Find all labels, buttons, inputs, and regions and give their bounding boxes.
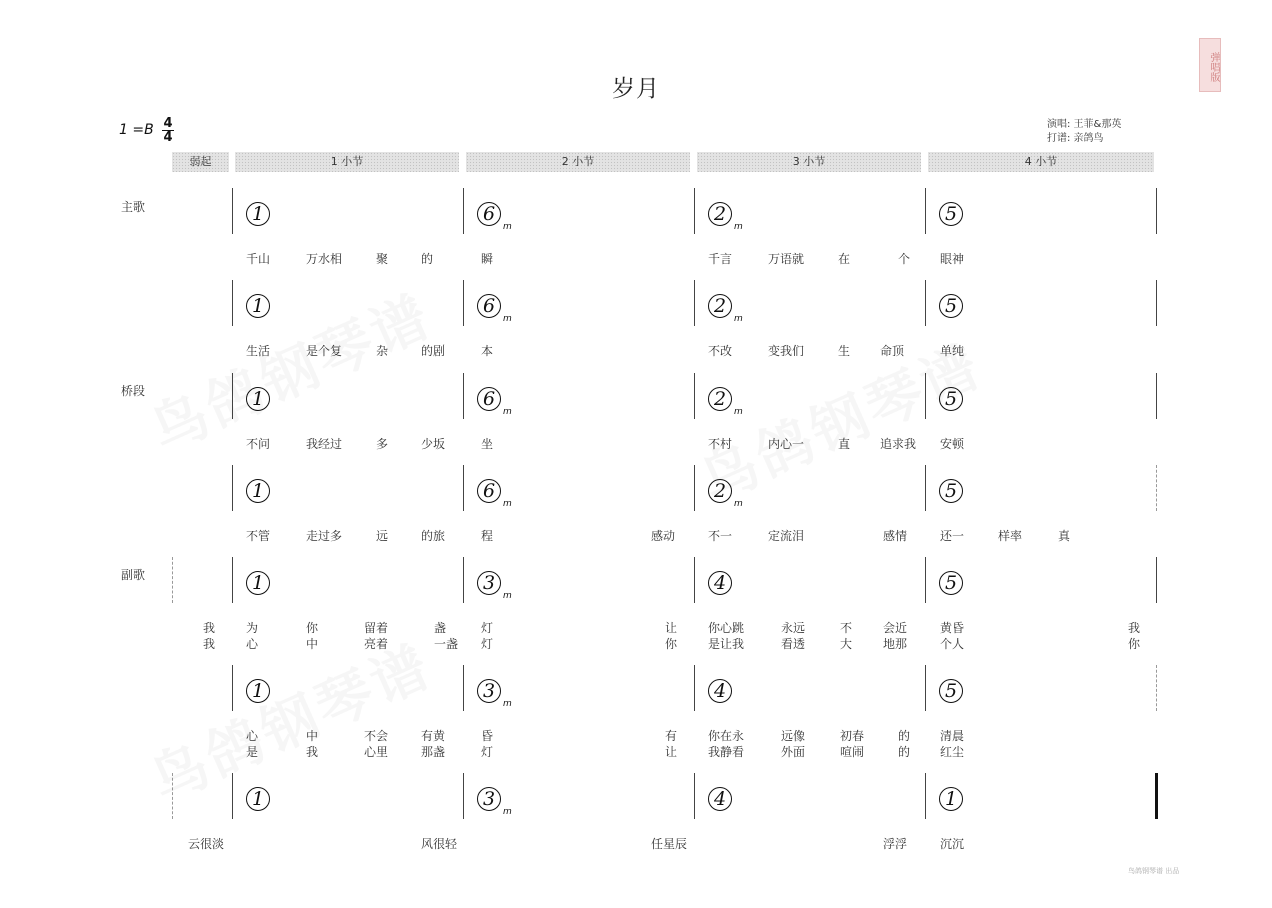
barline	[925, 373, 926, 419]
lyric-syllable: 杂	[376, 344, 389, 358]
lyric-syllable: 你	[665, 637, 678, 651]
lyric-syllable: 变我们	[768, 344, 805, 358]
chord-degree: 6	[477, 294, 501, 318]
lyric-syllable: 万水相	[306, 252, 343, 266]
barline	[1156, 557, 1157, 603]
barline	[694, 465, 695, 511]
chord-degree: 1	[246, 787, 270, 811]
barline	[925, 557, 926, 603]
barline	[694, 188, 695, 234]
lyric-syllable: 中	[306, 729, 319, 743]
barline	[232, 280, 233, 326]
time-signature-top: 4	[163, 116, 173, 131]
lyric-syllable: 不问	[246, 437, 271, 451]
lyric-syllable: 有	[665, 729, 678, 743]
lyric-syllable: 会近	[883, 621, 908, 635]
barline	[925, 665, 926, 711]
lyric-syllable: 聚	[376, 252, 389, 266]
lyric-syllable: 我静看	[708, 745, 745, 759]
pickup-barline	[172, 557, 173, 603]
footer-logo: 鸟鸽钢琴谱 出品	[1128, 867, 1180, 875]
lyric-syllable: 远	[376, 529, 389, 543]
chord-degree: 6	[477, 387, 501, 411]
lyric-syllable: 我	[203, 621, 216, 635]
barline	[232, 557, 233, 603]
header-pickup: 弱起	[172, 152, 229, 172]
song-title: 岁月	[612, 76, 660, 102]
barline	[1155, 773, 1158, 819]
pickup-barline	[172, 773, 173, 819]
chord-note	[477, 294, 512, 334]
lyric-syllable: 风很轻	[421, 837, 458, 851]
lyric-syllable: 个人	[940, 637, 965, 651]
barline	[1156, 188, 1157, 234]
lyric-syllable: 我	[306, 745, 319, 759]
section-chorus: 副歌	[121, 568, 146, 582]
credit-arranger: 打谱: 亲鸽鸟	[1047, 133, 1104, 144]
lyric-syllable: 我	[203, 637, 216, 651]
barline	[694, 373, 695, 419]
lyric-syllable: 走过多	[306, 529, 343, 543]
lyric-syllable: 地那	[883, 637, 908, 651]
barline	[694, 280, 695, 326]
lyric-syllable: 的	[898, 729, 911, 743]
chord-degree: 1	[246, 571, 270, 595]
lyric-syllable: 我经过	[306, 437, 343, 451]
section-verse: 主歌	[121, 200, 146, 214]
lyric-syllable: 还一	[940, 529, 965, 543]
lyric-syllable: 灯	[481, 745, 494, 759]
watermark	[137, 272, 444, 467]
chord-degree: 6	[477, 202, 501, 226]
lyric-syllable: 样率	[998, 529, 1023, 543]
lyric-syllable: 清晨	[940, 729, 965, 743]
chord-minor-mark: m	[734, 407, 743, 417]
chord-note	[939, 571, 969, 611]
chord-degree: 3	[477, 679, 501, 703]
chord-note	[708, 787, 738, 827]
barline	[232, 373, 233, 419]
barline	[463, 188, 464, 234]
lyric-syllable: 一盏	[434, 637, 459, 651]
lyric-syllable: 让	[665, 621, 678, 635]
chord-note	[939, 479, 969, 519]
chord-note	[939, 387, 969, 427]
barline	[694, 557, 695, 603]
header-measure-4: 4 小节	[928, 152, 1154, 172]
key-signature: 1 =B	[119, 122, 154, 138]
lyric-syllable: 中	[306, 637, 319, 651]
lyric-syllable: 我	[1128, 621, 1141, 635]
chord-minor-mark: m	[503, 591, 512, 601]
barline	[694, 773, 695, 819]
lyric-syllable: 个	[898, 252, 911, 266]
header-measure-3: 3 小节	[697, 152, 921, 172]
lyric-syllable: 命顶	[880, 344, 905, 358]
chord-degree: 1	[246, 294, 270, 318]
chord-degree: 5	[939, 387, 963, 411]
lyric-syllable: 云很淡	[188, 837, 225, 851]
lyric-syllable: 喧闹	[840, 745, 865, 759]
lyric-syllable: 定流泪	[768, 529, 805, 543]
lyric-syllable: 任星辰	[651, 837, 688, 851]
chord-note	[477, 202, 512, 242]
chord-note	[939, 202, 969, 242]
lyric-syllable: 不一	[708, 529, 733, 543]
lyric-syllable: 留着	[364, 621, 389, 635]
chord-note	[246, 679, 276, 719]
barline	[1156, 280, 1157, 326]
chord-note	[477, 679, 512, 719]
chord-minor-mark: m	[503, 314, 512, 324]
lyric-syllable: 昏	[481, 729, 494, 743]
lyric-syllable: 你心跳	[708, 621, 745, 635]
chord-degree: 2	[708, 294, 732, 318]
lyric-syllable: 红尘	[940, 745, 965, 759]
lyric-syllable: 生	[838, 344, 851, 358]
barline	[925, 280, 926, 326]
chord-minor-mark: m	[734, 499, 743, 509]
chord-note	[246, 387, 276, 427]
chord-note	[477, 571, 512, 611]
chord-minor-mark: m	[734, 222, 743, 232]
chord-note	[246, 202, 276, 242]
chord-degree: 1	[246, 387, 270, 411]
barline	[925, 465, 926, 511]
header-measure-1: 1 小节	[235, 152, 459, 172]
barline	[925, 188, 926, 234]
barline	[463, 557, 464, 603]
chord-minor-mark: m	[503, 699, 512, 709]
lyric-syllable: 为	[246, 621, 259, 635]
lyric-syllable: 不村	[708, 437, 733, 451]
barline	[232, 465, 233, 511]
chord-note	[246, 479, 276, 519]
chord-note	[246, 294, 276, 334]
chord-note	[708, 387, 743, 427]
chord-degree: 1	[246, 679, 270, 703]
chord-degree: 4	[708, 571, 732, 595]
lyric-syllable: 那盏	[421, 745, 446, 759]
barline	[232, 665, 233, 711]
lyric-syllable: 千言	[708, 252, 733, 266]
lyric-syllable: 你	[1128, 637, 1141, 651]
chord-degree: 3	[477, 571, 501, 595]
chord-degree: 3	[477, 787, 501, 811]
chord-degree: 6	[477, 479, 501, 503]
lyric-syllable: 感情	[883, 529, 908, 543]
lyric-syllable: 多	[376, 437, 389, 451]
lyric-syllable: 内心一	[768, 437, 805, 451]
chord-degree: 5	[939, 202, 963, 226]
lyric-syllable: 是个复	[306, 344, 343, 358]
lyric-syllable: 安顿	[940, 437, 965, 451]
lyric-syllable: 不管	[246, 529, 271, 543]
barline	[232, 773, 233, 819]
lyric-syllable: 大	[840, 637, 853, 651]
chord-degree: 2	[708, 479, 732, 503]
chord-degree: 5	[939, 679, 963, 703]
lyric-syllable: 千山	[246, 252, 271, 266]
version-stamp: 弹唱版	[1199, 38, 1221, 92]
lyric-syllable: 生活	[246, 344, 271, 358]
chord-degree: 2	[708, 202, 732, 226]
chord-degree: 1	[246, 479, 270, 503]
chord-note	[708, 202, 743, 242]
lyric-syllable: 坐	[481, 437, 494, 451]
lyric-syllable: 不会	[364, 729, 389, 743]
chord-degree: 2	[708, 387, 732, 411]
chord-degree: 1	[939, 787, 963, 811]
chord-note	[708, 571, 738, 611]
barline	[694, 665, 695, 711]
lyric-syllable: 眼神	[940, 252, 965, 266]
chord-degree: 5	[939, 571, 963, 595]
lyric-syllable: 有黄	[421, 729, 446, 743]
barline	[925, 773, 926, 819]
chord-note	[477, 387, 512, 427]
lyric-syllable: 追求我	[880, 437, 917, 451]
lyric-syllable: 的旅	[421, 529, 446, 543]
credit-singer: 演唱: 王菲&那英	[1047, 119, 1122, 130]
chord-note	[246, 787, 276, 827]
lyric-syllable: 万语就	[768, 252, 805, 266]
lyric-syllable: 心里	[364, 745, 389, 759]
barline	[463, 280, 464, 326]
lyric-syllable: 永远	[781, 621, 806, 635]
lyric-syllable: 初春	[840, 729, 865, 743]
lyric-syllable: 盏	[434, 621, 447, 635]
time-signature	[161, 117, 175, 144]
lyric-syllable: 心	[246, 729, 259, 743]
lyric-syllable: 真	[1058, 529, 1071, 543]
time-signature-bottom: 4	[163, 130, 173, 145]
barline	[232, 188, 233, 234]
chord-minor-mark: m	[503, 807, 512, 817]
lyric-syllable: 感动	[651, 529, 676, 543]
lyric-syllable: 的剧	[421, 344, 446, 358]
lyric-syllable: 直	[838, 437, 851, 451]
lyric-syllable: 少坂	[421, 437, 446, 451]
lyric-syllable: 不改	[708, 344, 733, 358]
header-measure-2: 2 小节	[466, 152, 690, 172]
barline	[463, 773, 464, 819]
chord-note	[708, 679, 738, 719]
chord-note	[939, 679, 969, 719]
chord-degree: 1	[246, 202, 270, 226]
chord-degree: 5	[939, 479, 963, 503]
lyric-syllable: 是	[246, 745, 259, 759]
chord-degree: 5	[939, 294, 963, 318]
credits	[1047, 118, 1121, 146]
chord-minor-mark: m	[503, 222, 512, 232]
chord-note	[708, 479, 743, 519]
chord-note	[246, 571, 276, 611]
lyric-syllable: 程	[481, 529, 494, 543]
lyric-syllable: 本	[481, 344, 494, 358]
lyric-syllable: 远像	[781, 729, 806, 743]
lyric-syllable: 灯	[481, 621, 494, 635]
chord-degree: 4	[708, 679, 732, 703]
chord-note	[939, 294, 969, 334]
chord-minor-mark: m	[734, 314, 743, 324]
chord-minor-mark: m	[503, 407, 512, 417]
lyric-syllable: 看透	[781, 637, 806, 651]
lyric-syllable: 让	[665, 745, 678, 759]
chord-note	[477, 479, 512, 519]
barline	[463, 373, 464, 419]
lyric-syllable: 心	[246, 637, 259, 651]
lyric-syllable: 外面	[781, 745, 806, 759]
chord-note	[708, 294, 743, 334]
section-bridge: 桥段	[121, 384, 146, 398]
lyric-syllable: 亮着	[364, 637, 389, 651]
lyric-syllable: 沉沉	[940, 837, 965, 851]
barline	[1156, 665, 1157, 711]
lyric-syllable: 你在永	[708, 729, 745, 743]
lyric-syllable: 的	[421, 252, 434, 266]
lyric-syllable: 灯	[481, 637, 494, 651]
lyric-syllable: 不	[840, 621, 853, 635]
chord-degree: 4	[708, 787, 732, 811]
chord-note	[477, 787, 512, 827]
lyric-syllable: 浮浮	[883, 837, 908, 851]
lyric-syllable: 瞬	[481, 252, 494, 266]
lyric-syllable: 你	[306, 621, 319, 635]
barline	[463, 665, 464, 711]
lyric-syllable: 在	[838, 252, 851, 266]
lyric-syllable: 单纯	[940, 344, 965, 358]
barline	[463, 465, 464, 511]
lyric-syllable: 是让我	[708, 637, 745, 651]
chord-minor-mark: m	[503, 499, 512, 509]
lyric-syllable: 的	[898, 745, 911, 759]
chord-note	[939, 787, 969, 827]
barline	[1156, 465, 1157, 511]
barline	[1156, 373, 1157, 419]
lyric-syllable: 黄昏	[940, 621, 965, 635]
